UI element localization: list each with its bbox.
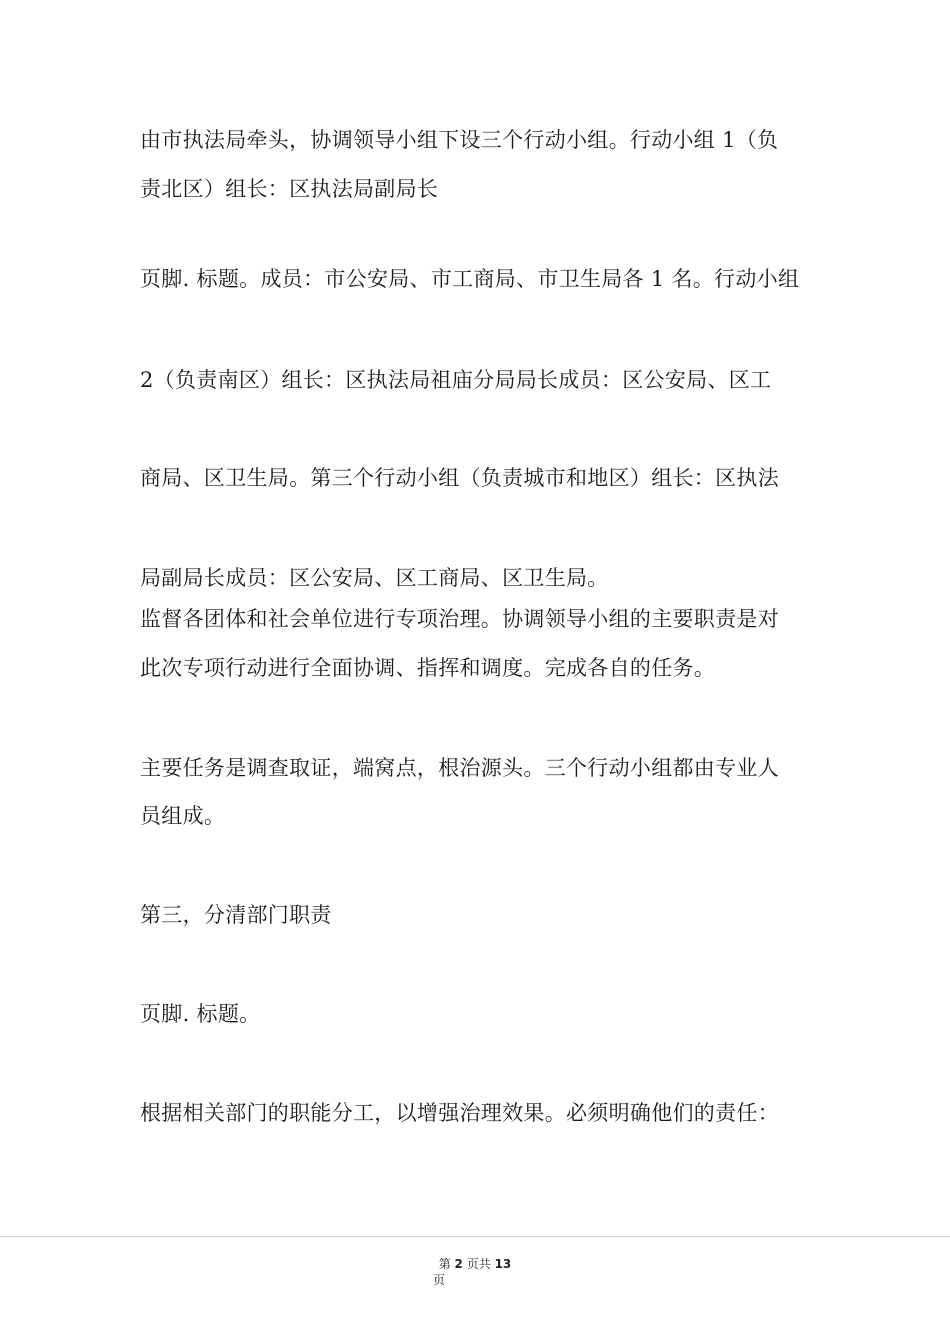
footer-prefix: 第 — [438, 1257, 451, 1271]
footer-middle: 页共 — [466, 1257, 491, 1271]
page-number-line — [439, 1257, 512, 1271]
total-pages-number: 13 — [494, 1257, 512, 1271]
body-text-line: 此次专项行动进行全面协调、指挥和调度。完成各自的任务。 — [140, 656, 716, 680]
body-text-line: 责北区）组长：区执法局副局长 — [140, 177, 439, 201]
section-heading: 第三，分清部门职责 — [140, 903, 332, 927]
page-footer — [0, 1256, 950, 1288]
footer-divider — [0, 1236, 950, 1237]
body-text-line: 商局、区卫生局。第三个行动小组（负责城市和地区）组长：区执法 — [140, 466, 779, 490]
footer-suffix: 页 — [432, 1273, 445, 1287]
body-text-line: 页脚. 标题。成员：市公安局、市工商局、市卫生局各 1 名。行动小组 — [140, 267, 800, 291]
current-page-number: 2 — [454, 1257, 463, 1271]
body-text-line: 局副局长成员：区公安局、区工商局、区卫生局。 — [140, 566, 609, 590]
body-text-line: 监督各团体和社会单位进行专项治理。协调领导小组的主要职责是对 — [140, 607, 779, 631]
body-text-line: 员组成。 — [140, 804, 226, 828]
body-text-line: 2（负责南区）组长：区执法局祖庙分局局长成员：区公安局、区工 — [140, 368, 772, 392]
body-text-line: 根据相关部门的职能分工，以增强治理效果。必须明确他们的责任： — [140, 1101, 779, 1125]
body-text-line: 主要任务是调查取证，端窝点，根治源头。三个行动小组都由专业人 — [140, 756, 779, 780]
body-text-line: 由市执法局牵头，协调领导小组下设三个行动小组。行动小组 1（负 — [140, 128, 779, 152]
body-text-line: 页脚. 标题。 — [140, 1002, 261, 1026]
